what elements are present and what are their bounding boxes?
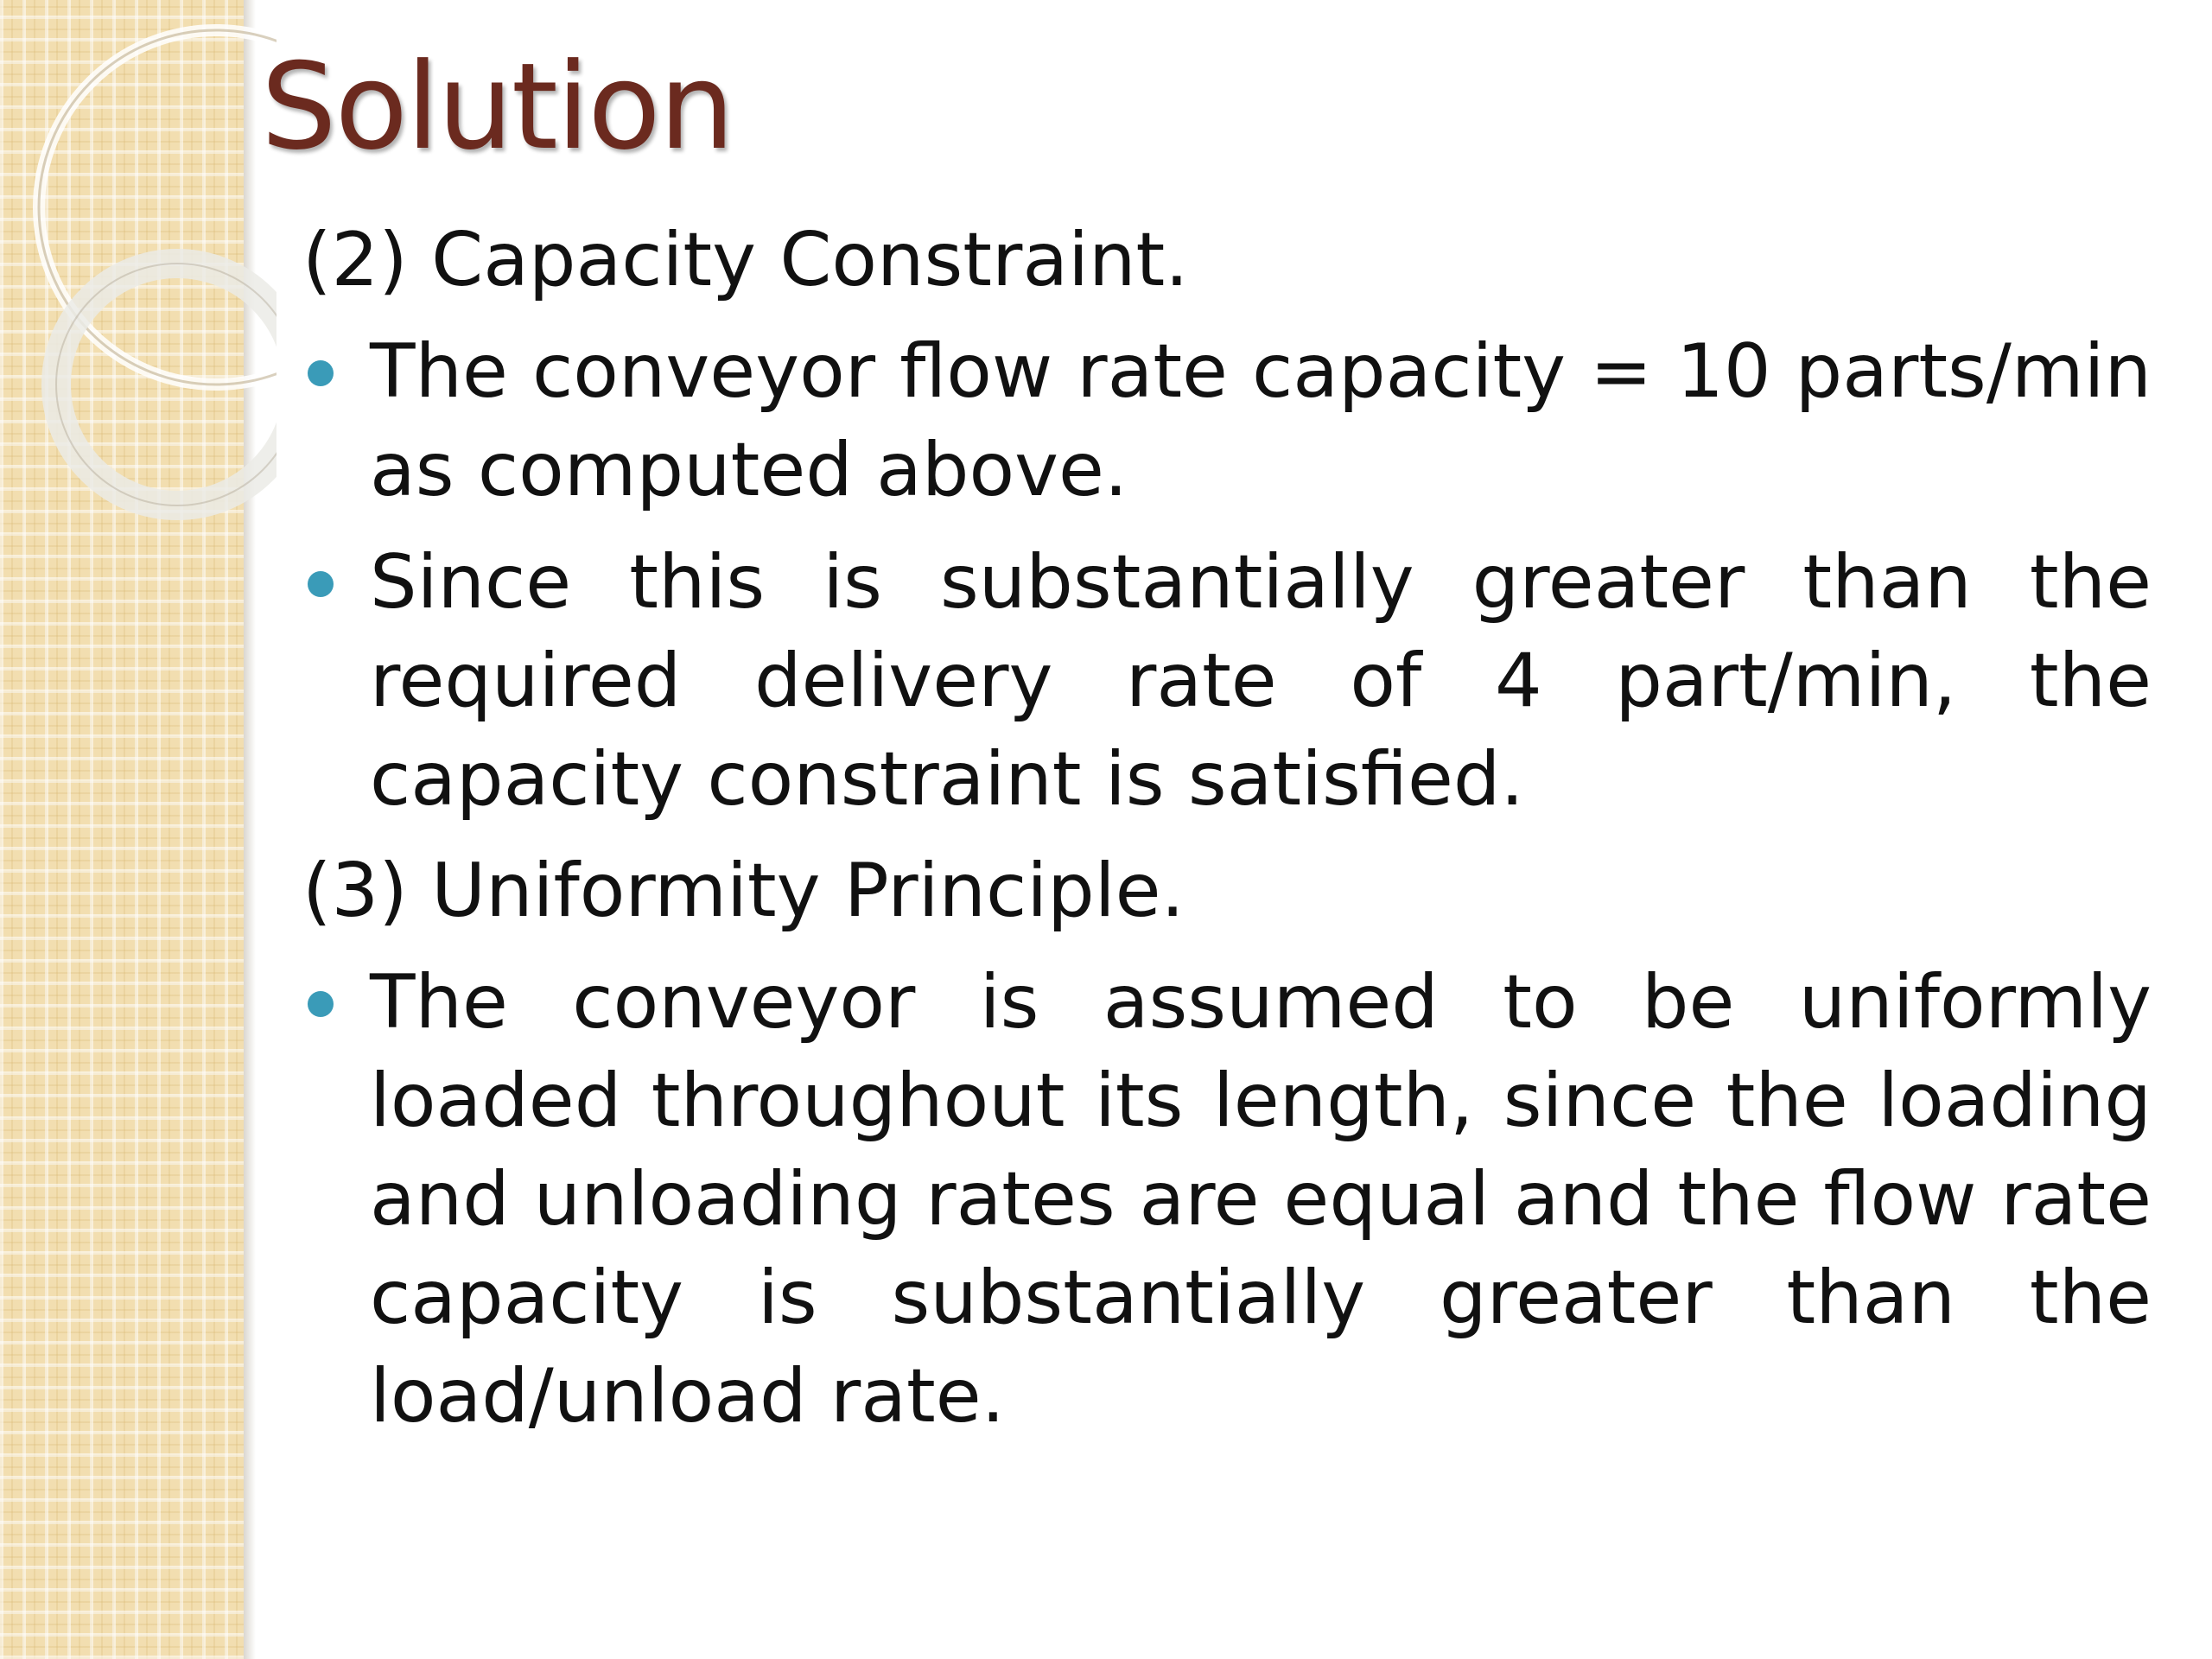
section-heading-uniformity: (3) Uniformity Principle. <box>302 848 1185 934</box>
bullet-dot-icon <box>308 360 334 386</box>
section-heading-capacity: (2) Capacity Constraint. <box>302 217 1189 303</box>
bullet-item <box>302 533 2152 829</box>
bullet-dot-icon <box>308 991 334 1017</box>
bullet-list-uniformity <box>302 953 2152 1446</box>
bullet-dot-icon <box>308 571 334 597</box>
bullet-item <box>302 953 2152 1446</box>
bullet-item <box>302 322 2152 519</box>
bullet-list-capacity <box>302 322 2152 829</box>
bullet-text: The conveyor is assumed to be uniformly loaded throughout its length, since the loading and unloading rates are equal and the flow rate capacity is substantially greater than the load/unload rate. <box>370 959 2152 1440</box>
slide-content <box>302 212 2152 1459</box>
slide-title: Solution <box>261 37 734 176</box>
bullet-text: The conveyor flow rate capacity = 10 parts/min as computed above. <box>370 328 2152 513</box>
decorative-rings-icon <box>0 0 276 553</box>
bullet-text: Since this is substantially greater than the required delivery rate of 4 part/min, the capacity constraint is satisfied. <box>370 539 2152 823</box>
